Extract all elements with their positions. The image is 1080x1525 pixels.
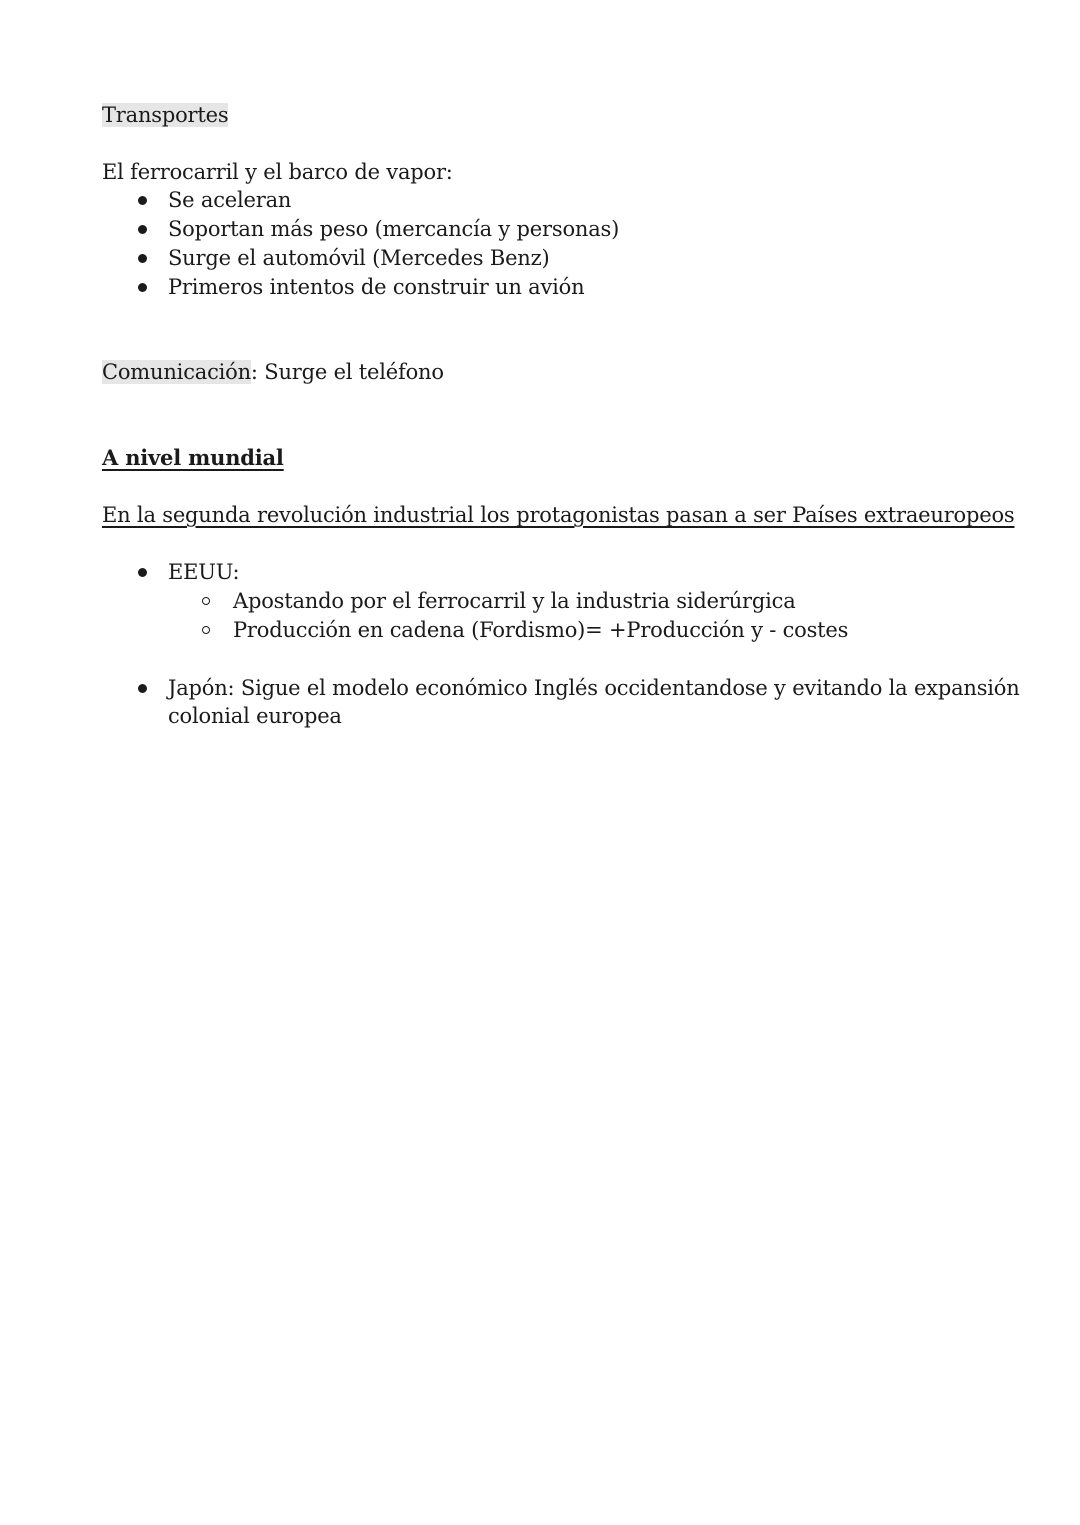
- japon-line-1: Japón: Sigue el modelo económico Inglés occidentandose y evitando la expansión: [168, 676, 1020, 700]
- bullet-icon: [138, 225, 147, 234]
- japon-line-2: colonial europea: [168, 704, 342, 728]
- bullet-icon: [138, 254, 147, 263]
- list-item: Soportan más peso (mercancía y personas): [168, 217, 620, 241]
- transportes-intro: El ferrocarril y el barco de vapor:: [102, 160, 453, 184]
- bullet-icon: [138, 684, 147, 693]
- hollow-bullet-icon: [202, 597, 210, 605]
- bullet-icon: [138, 568, 147, 577]
- list-item: Primeros intentos de construir un avión: [168, 275, 585, 299]
- bullet-icon: [138, 196, 147, 205]
- list-item: Se aceleran: [168, 188, 292, 212]
- list-item: Surge el automóvil (Mercedes Benz): [168, 246, 550, 270]
- hollow-bullet-icon: [202, 626, 210, 634]
- eeuu-label: EEUU:: [168, 560, 240, 584]
- eeuu-subitem: Apostando por el ferrocarril y la industria siderúrgica: [233, 589, 796, 613]
- comunicacion-line: [102, 358, 444, 387]
- bullet-icon: [138, 283, 147, 292]
- comunicacion-label: Comunicación: [102, 360, 251, 384]
- section-heading-transportes: [102, 101, 228, 130]
- mundial-heading: A nivel mundial: [102, 445, 284, 470]
- mundial-subtitle: En la segunda revolución industrial los protagonistas pasan a ser Países extraeuropeos: [102, 503, 1015, 527]
- transportes-heading: Transportes: [102, 103, 229, 127]
- eeuu-subitem: Producción en cadena (Fordismo)= +Producción y - costes: [233, 618, 849, 642]
- comunicacion-text: : Surge el teléfono: [250, 360, 444, 384]
